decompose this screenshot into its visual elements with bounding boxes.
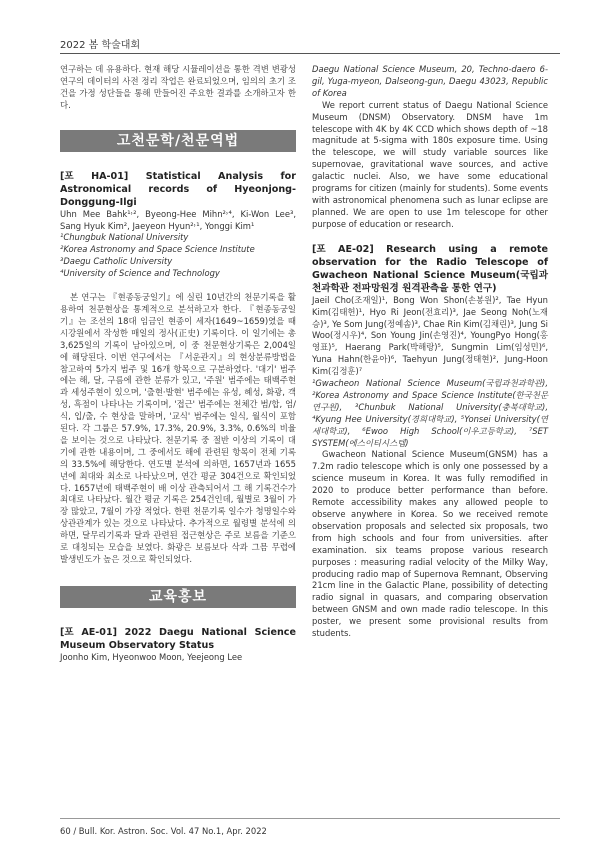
- affiliation-3: ³Daegu Catholic University: [60, 256, 173, 267]
- left-column: [60, 64, 296, 664]
- affiliation-4: ⁴University of Science and Technology: [60, 268, 220, 279]
- abstract-title-ae01: [포 AE-01] 2022 Daegu National Science Museum Observatory Status: [60, 626, 296, 651]
- affiliation-2: ²Korea Astronomy and Space Science Institute: [60, 244, 255, 255]
- right-column: [312, 64, 548, 640]
- authors-ha01: Uhn Mee Bahk¹˒², Byeong-Hee Mihn²˒⁴, Ki-Won Lee³, Sang Hyuk Kim², Jaeyeon Hyun²˒¹, Yonggi Kim¹: [60, 208, 296, 231]
- affiliations-ae02: ¹Gwacheon National Science Museum(국립과천과학관), ²Korea Astronomy and Space Science Institute(한국천문연구원), ³Chunbuk National University(충북대학교), ⁴Kyung Hee University(경희대학교), ⁵Yonsei University(연세대학교), ⁶Ewoo High School(이우고등학교), ⁷SET SYSTEM(에스이티시스템): [312, 378, 548, 448]
- footer-rule: [60, 818, 560, 819]
- section-heading-historical-astronomy: 고천문학/천문역법: [60, 130, 296, 152]
- authors-ae02: Jaeil Cho(조재일)¹, Bong Won Shon(손봉원)², Tae Hyun Kim(김태헌)¹, Hyo Ri Jeon(전효리)³, Jae Seong Noh(노재승)³, Ye Som Jung(정예솜)³, Chae Rin Kim(김채린)³, Jung Si Woo(정시우)⁴, Son Young Jin(손영진)⁴, YoungPyo Hong(홍영표)⁵, Haerang Park(박해랑)⁵, Sungmin Lim(임성민)⁶, Yuna Hahn(한윤아)⁶, Taehyun Jung(정태현)², Jung-Hoon Kim(김정훈)⁷: [312, 294, 548, 377]
- abstract-body-ha01: 본 연구는 『현종동궁일기』에 실린 10년간의 천문기록을 활용하여 천문현상을 통계적으로 분석하고자 한다. 『현종동궁일기』는 조선의 18대 임금인 현종이 세자(1649~1659)였을 때 시강원에서 작성한 매일의 정사(正史) 기록이다. 이 일기에는 총 3,625일의 기록이 남아있으며, 이 중 천문현상기록은 2,004일에 해당된다. 이번 연구에서는 『서운관지』의 현상분류방법을 참고하여 5가지 범주 및 16개 항목으로 구분하였다. '대기' 범주에는 해, 달, 구름에 관한 분류가 있고, '주원' 범주에는 태백주현과 세성주현이 있으며, '출현·발현' 범주에는 유성, 혜성, 화광, 객성, 흑점이 나타나는 기록이며, '접근' 범주에는 천체간 범/합, 엄/식, 입/출, 수 현상을 말하며, '교식' 범주에는 일식, 월식이 포함된다. 각 그룹은 57.9%, 17.3%, 20.9%, 3.3%, 0.6%의 비율을 보이는 것으로 나타났다. 천문기록 중 절반 이상의 기록이 대기에 관한 내용이며, 그 중에서도 해에 관련된 항목이 전체 기록의 33.5%에 해당한다. 연도별 분석에 의하면, 1657년과 1655년에 최대와 최소로 나타났으며, 연간 평균 304건으로 확인되었다. 1657년에 태백주현이 배 이상 관측되어서 그 해 기록건수가 최대로 나타났다. 월간 평균 기록은 254건인데, 월별로 3월이 가장 많았고, 7월이 가장 적었다. 한편 천문기록 일수가 청명일수와 상관관계가 있는 것으로 나타났다. 추가적으로 월령별 분석에 의하면, 달무리기록과 달과 관련된 접근현상은 주로 보름을 기준으로 대칭되는 모습을 보였다. 화광은 보름보다 삭과 그믐 무렵에 발생빈도가 높은 것으로 확인되었다.: [60, 292, 296, 564]
- affiliation-ae01: Daegu National Science Museum, 20, Techno-daero 6-gil, Yuga-myeon, Dalseong-gun, Daegu 43023, Republic of Korea: [312, 64, 548, 98]
- abstract-title-ha01: [포 HA-01] Statistical Analysis for Astronomical records of Hyeonjong-Donggung-Ilgi: [60, 170, 296, 208]
- abstract-title-ae02: [포 AE-02] Research using a remote observation for the Radio Telescope of Gwacheon National Science Museum(국립과천과학관 전파망원경 원격관측을 통한 연구): [312, 243, 548, 294]
- page-footer: 60 / Bull. Kor. Astron. Soc. Vol. 47 No.1, Apr. 2022: [60, 826, 267, 836]
- authors-ae01: Joonho Kim, Hyeonwoo Moon, Yeejeong Lee: [60, 651, 243, 662]
- abstract-body-ae01: We report current status of Daegu National Science Museum (DNSM) Observatory. DNSM have 1m telescope with 4K by 4K CCD which shows depth of ~18 magnitude at 5-sigma with 180s exposure time. Using the telescope, we will study variable sources like supernovae, gravitational wave sources, and active galactic nuclei. Also, we have some educational programs for citizen (mainly for students). Some events with astronomical phenomena such as lunar eclipse are planned. We are open to use 1m telescope for other purpose of education or research.: [312, 99, 548, 229]
- affiliations-ha01: [60, 232, 296, 280]
- running-header: 2022 봄 학술대회: [60, 40, 141, 51]
- header-rule: [60, 53, 560, 54]
- intro-paragraph: 연구하는 데 유용하다. 현재 해당 시뮬레이션을 통한 격변 변광성 연구의 데이터의 사전 정리 작업은 완료되었으며, 임의의 초기 조건을 가정 성단들을 통해 만들어진 주요한 결과를 소개하고자 한다.: [60, 64, 296, 110]
- abstract-body-ae02: Gwacheon National Science Museum(GNSM) has a 7.2m radio telescope which is only one possessed by a science museum in Korea. It was fully remodified in 2020 to produce better performance than before. Remote accessibility makes any allowed people to observe anywhere in Korea. So we received remote observation proposals and selected six proposals, two from high schools and four from universities. after examination. six teams propose various research purposes : measuring radial velocity of the Milky Way, producing radio map of Supernova Remnant, Observing 21cm line in the Galactic Plane, possibility of detecting radio signal in quasars, and comparing observation between GNSM and own made radio telescope. In this poster, we present some provisional results from students.: [312, 449, 548, 639]
- affiliation-1: ¹Chungbuk National University: [60, 232, 189, 243]
- section-heading-education: 교육홍보: [60, 586, 296, 608]
